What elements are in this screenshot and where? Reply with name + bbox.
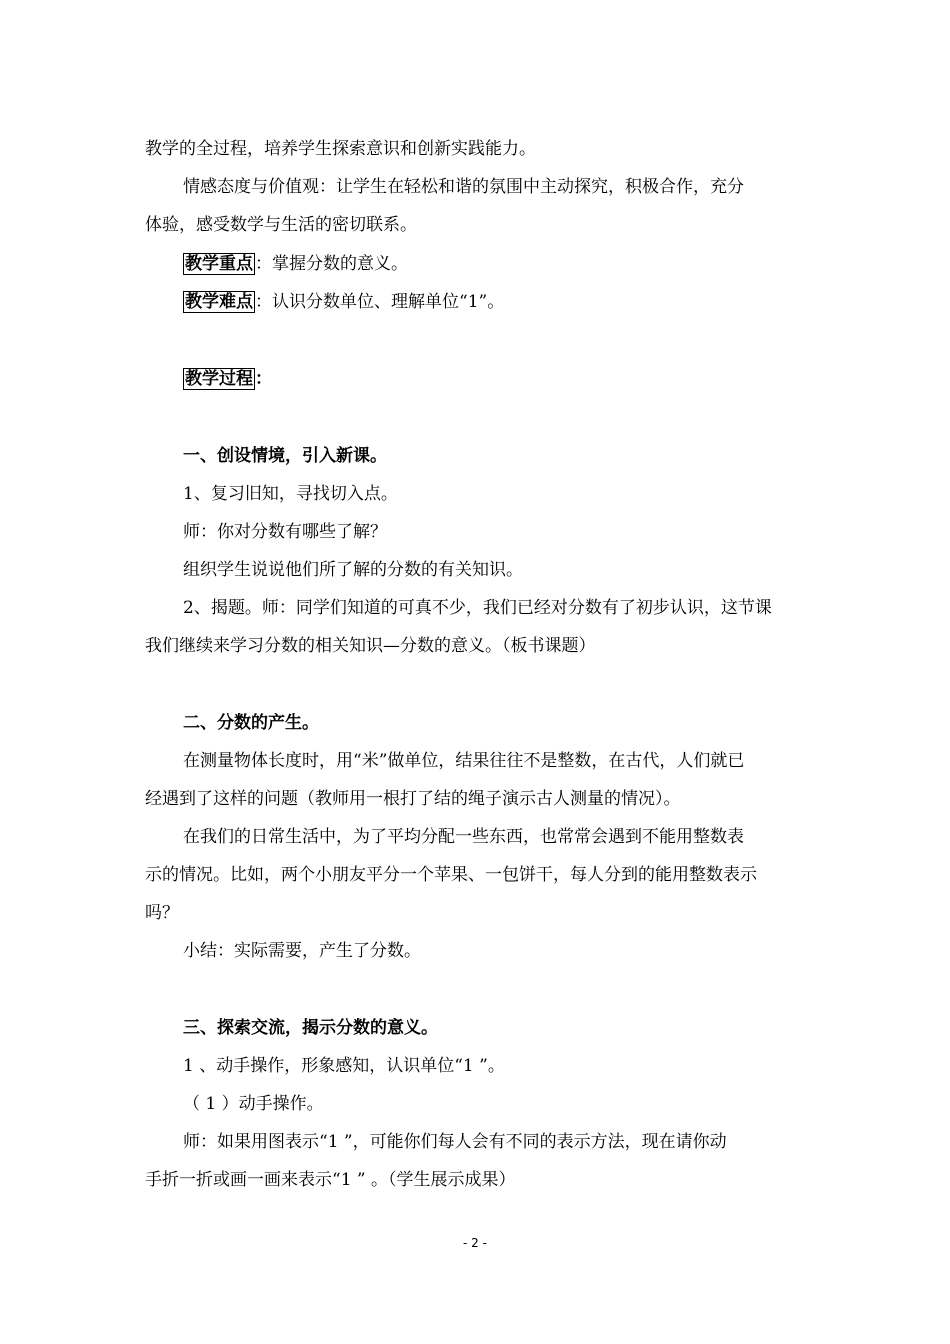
key-point-text: ：掌握分数的意义。 (255, 254, 408, 274)
text-line: 手折一折或画一画来表示“1 ” 。（学生展示成果） (145, 1170, 516, 1190)
text-line: 在测量物体长度时，用“米”做单位，结果往往不是整数，在古代，人们就已 (183, 751, 745, 771)
text-line: 组织学生说说他们所了解的分数的有关知识。 (183, 560, 523, 580)
section-heading-1: 一、创设情境，引入新课。 (183, 446, 387, 466)
difficulty-text: ：认识分数单位、理解单位“1”。 (255, 292, 505, 312)
key-point-line (183, 253, 408, 275)
text-line: 1 、动手操作，形象感知，认识单位“1 ”。 (183, 1056, 505, 1076)
section-heading-2: 二、分数的产生。 (183, 713, 319, 733)
text-line: 吗？ (145, 903, 179, 923)
text-line: 情感态度与价值观：让学生在轻松和谐的氛围中主动探究，积极合作，充分 (183, 177, 744, 197)
key-point-label: 教学重点 (185, 254, 253, 274)
text-line: 教学的全过程，培养学生探索意识和创新实践能力。 (145, 139, 536, 159)
text-line: 师：你对分数有哪些了解？ (183, 522, 387, 542)
text-line: 在我们的日常生活中，为了平均分配一些东西，也常常会遇到不能用整数表 (183, 827, 744, 847)
process-label: 教学过程 (185, 369, 253, 389)
text-line: 示的情况。比如，两个小朋友平分一个苹果、一包饼干，每人分到的能用整数表示 (145, 865, 757, 885)
text-line: 我们继续来学习分数的相关知识—分数的意义。（板书课题） (145, 636, 596, 656)
text-line: （ 1 ）动手操作。 (183, 1094, 324, 1114)
text-line: 师：如果用图表示“1 ”，可能你们每人会有不同的表示方法，现在请你动 (183, 1132, 727, 1152)
text-line: 1、复习旧知，寻找切入点。 (183, 484, 398, 504)
text-line: 体验，感受数学与生活的密切联系。 (145, 215, 417, 235)
text-line: 2、揭题。师：同学们知道的可真不少，我们已经对分数有了初步认识，这节课 (183, 598, 772, 618)
page-number: - 2 - (463, 1236, 487, 1250)
text-line: 经遇到了这样的问题（教师用一根打了结的绳子演示古人测量的情况）。 (145, 789, 681, 809)
section-heading-3: 三、探索交流，揭示分数的意义。 (183, 1018, 438, 1038)
process-heading: 教学过程 ： (185, 369, 272, 389)
difficulty-label: 教学难点 (185, 292, 253, 312)
difficulty-line (183, 291, 504, 313)
text-line: 小结：实际需要，产生了分数。 (183, 941, 421, 961)
